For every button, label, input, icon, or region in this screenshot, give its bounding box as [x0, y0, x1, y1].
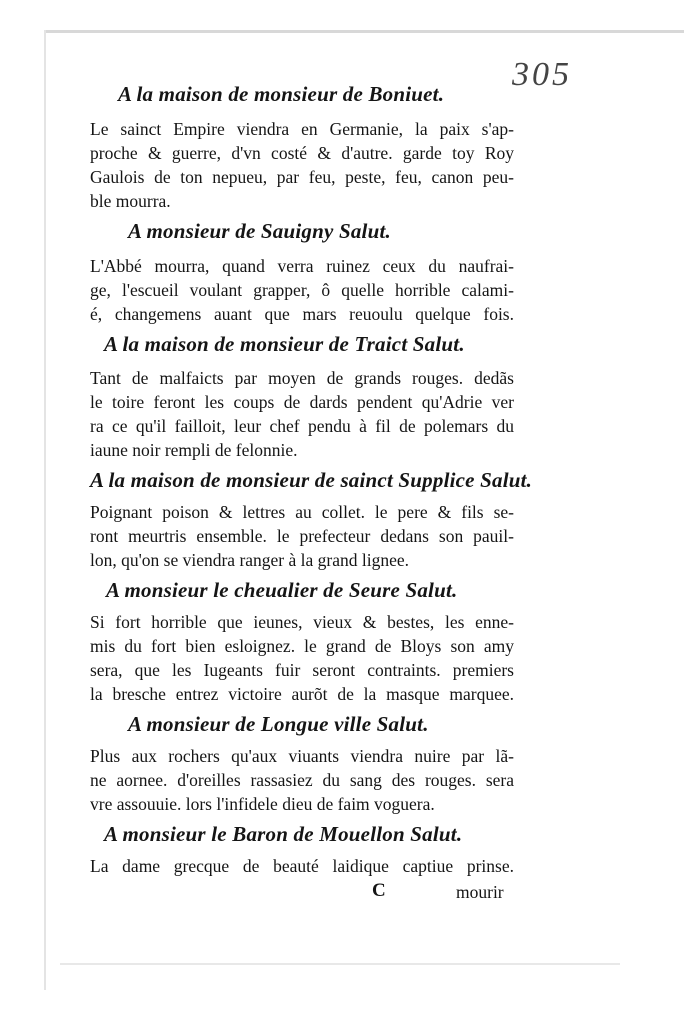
scan-edge-left	[44, 30, 46, 990]
text-line: proche & guerre, d'vn costé & d'autre. garde toy Roy	[90, 143, 514, 163]
section-heading: A monsieur de Sauigny Salut.	[128, 219, 391, 243]
text-line: Poignant poison & lettres au collet. le pere & fils se-	[90, 502, 514, 522]
section-heading: A monsieur de Longue ville Salut.	[128, 712, 429, 736]
catchword: mourir	[456, 882, 504, 902]
text-line: iaune noir rempli de felonnie.	[90, 440, 298, 460]
text-line: sera, que les Iugeants fuir seront contraints. premiers	[90, 660, 514, 680]
text-line: lon, qu'on se viendra ranger à la grand lignee.	[90, 550, 410, 570]
section-heading: A la maison de monsieur de Traict Salut.	[104, 332, 465, 356]
text-line: la bresche entrez victoire aurõt de la masque marquee.	[90, 684, 514, 704]
text-line: le toire feront les coups de dards pendent qu'Adrie ver	[90, 392, 514, 412]
signature-mark: C	[372, 880, 386, 901]
text-line: ne aornee. d'oreilles rassasiez du sang des rouges. sera	[90, 770, 514, 790]
text-line: mis du fort bien esloignez. le grand de Bloys son amy	[90, 636, 514, 656]
section-heading: A monsieur le cheualier de Seure Salut.	[106, 578, 458, 602]
text-line: L'Abbé mourra, quand verra ruinez ceux du naufrai-	[90, 256, 514, 276]
scan-edge-bottom	[60, 963, 620, 965]
scan-edge-top	[44, 30, 684, 33]
text-line: La dame grecque de beauté laidique captiue prinse.	[90, 856, 514, 876]
text-line: Tant de malfaicts par moyen de grands rouges. dedãs	[90, 368, 514, 388]
text-line: vre assouuie. lors l'infidele dieu de faim voguera.	[90, 794, 435, 814]
text-line: é, changemens auant que mars reuoulu quelque fois.	[90, 304, 514, 324]
text-line: Si fort horrible que ieunes, vieux & bestes, les enne-	[90, 612, 514, 632]
text-line: Gaulois de ton nepueu, par feu, peste, feu, canon peu-	[90, 167, 514, 187]
text-line: ra ce qu'il failloit, leur chef pendu à fil de polemars du	[90, 416, 514, 436]
text-line: ront meurtris ensemble. le prefecteur dedans son pauil-	[90, 526, 514, 546]
page-footer	[90, 880, 520, 906]
text-line: Plus aux rochers qu'aux viuants viendra nuire par lã-	[90, 746, 514, 766]
page-number: 305	[512, 56, 572, 93]
section-heading: A monsieur le Baron de Mouellon Salut.	[104, 822, 463, 846]
section-heading: A la maison de monsieur de sainct Supplice Salut.	[90, 468, 533, 492]
text-line: ble mourra.	[90, 191, 171, 211]
section-heading: A la maison de monsieur de Boniuet.	[118, 82, 445, 106]
text-line: Le sainct Empire viendra en Germanie, la paix s'ap-	[90, 119, 514, 139]
text-line: ge, l'escueil voulant grapper, ô quelle horrible calami-	[90, 280, 514, 300]
